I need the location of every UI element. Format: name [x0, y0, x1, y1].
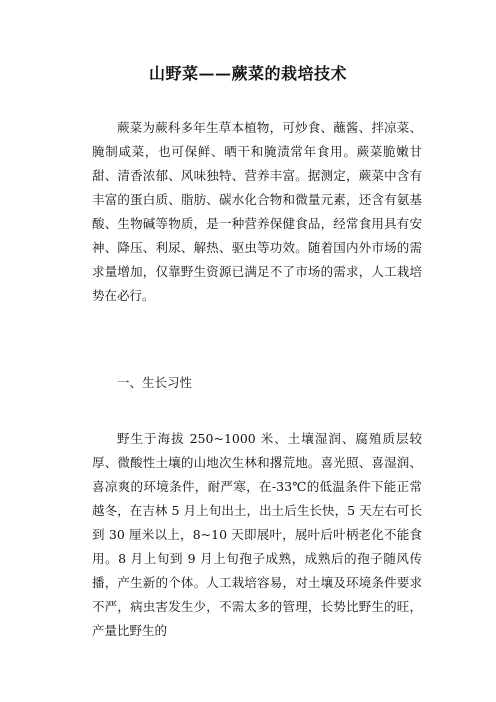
section-paragraph: 野生于海拔 250~1000 米、土壤湿润、腐殖质层较厚、微酸性土壤的山地次生林和撂荒地。喜光照、喜湿润、喜凉爽的环境条件，耐严寒，在-33℃的低温条件下能正常越冬，在吉林 5 月上旬出土，出土后生长快，5 天左右可长到 30 厘米以上，8~10 天即展叶，展叶后叶柄老化不能食用。8 月上旬到 9 月上旬孢子成熟，成熟后的孢子随风传播，产生新的个体。人工栽培容易，对土壤及环境条件要求不严，病虫害发生少，不需太多的管理，长势比野生的旺，产量比野生的 — [92, 431, 422, 638]
document-title: 山野菜——蕨菜的栽培技术 — [148, 64, 347, 83]
section-heading: 一、生长习性 — [117, 375, 193, 390]
intro-paragraph: 蕨菜为蕨科多年生草本植物，可炒食、蘸酱、拌凉菜、腌制咸菜，也可保鲜、晒干和腌渍常年食用。蕨菜脆嫩甘甜、清香浓郁、风味独特、营养丰富。据测定，蕨菜中含有丰富的蛋白质、脂肪、碳水化合物和微量元素，还含有氨基酸、生物碱等物质，是一种营养保健食品，经常食用具有安神、降压、利尿、解热、驱虫等功效。随着国内外市场的需求量增加，仅靠野生资源已满足不了市场的需求，人工栽培势在必行。 — [92, 120, 422, 303]
